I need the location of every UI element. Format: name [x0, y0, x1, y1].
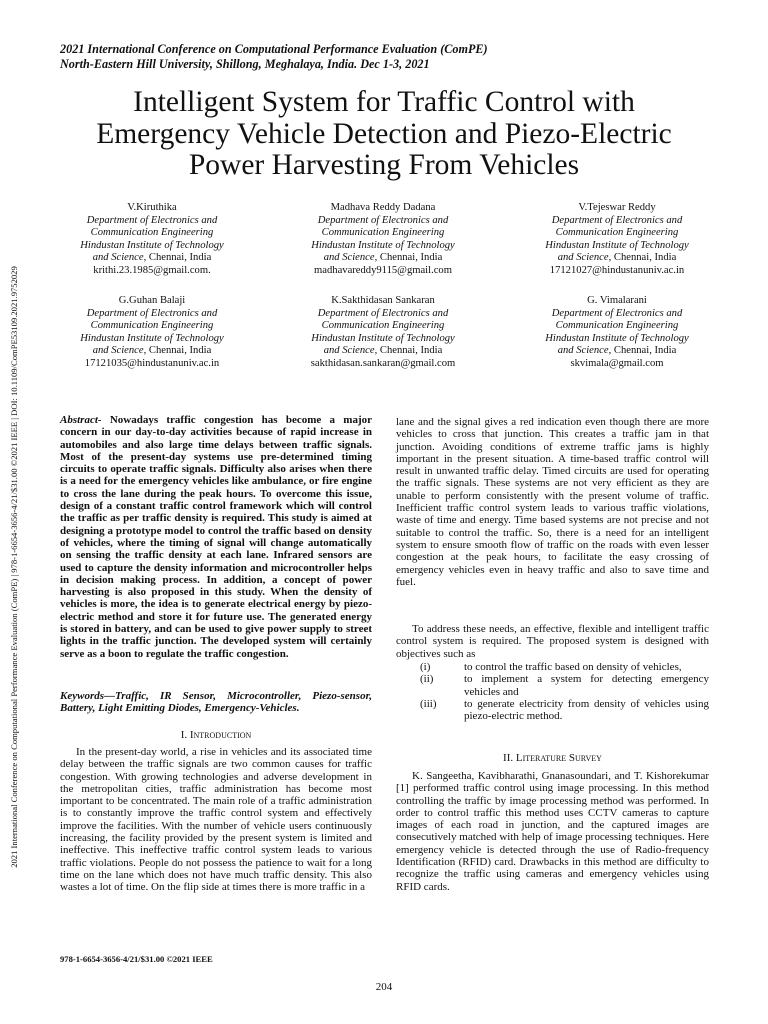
title-line-2: Emergency Vehicle Detection and Piezo-Electric: [96, 117, 672, 150]
author-affiliation: and Science,: [92, 345, 147, 357]
conference-header: [60, 42, 660, 72]
list-item: [396, 673, 709, 698]
author-location: [52, 252, 252, 265]
keywords: Keywords—Traffic, IR Sensor, Microcontroller, Piezo-sensor, Battery, Light Emitting Diodes, Emergency-Vehicles.: [60, 690, 372, 715]
author-city: Chennai, India: [377, 252, 443, 264]
author-affiliation: and Science,: [323, 345, 378, 357]
list-item: [396, 661, 709, 673]
list-item-text: to control the traffic based on density of vehicles,: [464, 661, 682, 673]
author-email: 17121035@hindustanuniv.ac.in: [84, 357, 220, 369]
author-city: Chennai, India: [146, 345, 212, 357]
author-affiliation: Communication Engineering: [90, 320, 214, 332]
author-affiliation: Department of Electronics and: [317, 214, 449, 226]
list-item: [396, 698, 709, 723]
author-affiliation: and Science,: [92, 252, 147, 264]
section-number: II.: [503, 752, 514, 764]
abstract: [60, 414, 372, 660]
author-email: 17121027@hindustanuniv.ac.in: [549, 264, 685, 276]
doi-sidebar-text: 2021 International Conference on Computational Performance Evaluation (ComPE) | 978-1-6654-3656-4/21/$31.00 ©2021 IEEE | DOI: 10.1109/ComPE53109.2021.9752029: [9, 266, 19, 868]
author-affiliation: Department of Electronics and: [551, 214, 683, 226]
author-location: [517, 252, 717, 265]
author-email: skvimala@gmail.com: [570, 357, 664, 369]
author-block-5: [283, 295, 483, 371]
right-column-paragraph-2: To address these needs, an effective, flexible and intelligent traffic control system is required. The proposed system is designed with objectives such as: [396, 623, 709, 660]
abstract-label: Abstract-: [60, 414, 102, 426]
section-number: I.: [180, 729, 188, 741]
objectives-list: [396, 661, 709, 722]
author-affiliation: Hindustan Institute of Technology: [545, 239, 689, 251]
author-name: V.Kiruthika: [127, 202, 177, 213]
author-affiliation: Communication Engineering: [90, 227, 214, 239]
author-name: G. Vimalarani: [587, 295, 647, 306]
author-location: [283, 345, 483, 358]
abstract-text: Nowadays traffic congestion has become a major concern in our day-to-day activities because of rapid increase in automobiles and also large time delays between traffic signals. Most of the present-day systems use pre-determined timing circuits to operate traffic signals. Difficulty also arises when there is a need for the emergency vehicles like ambulance, or fire engine to cross the lane during the peak hours. To overcome this issue, design of a constant traffic control framework which will control the traffic as per traffic density is required. This study is aimed at designing a prototype model to control the traffic based on density of vehicles, where the timing of signal will change automatically on sensing the traffic density at each lane. Infrared sensors are used to capture the density information and microcontroller helps in decision making process. In addition, a concept of power harvesting is also proposed in this study. When the density of vehicles is more, the idea is to generate electrical energy by piezo-electric method and store it for future use. The generated energy is stored in battery, and can be used to give power supply to street lights in the traffic junction. The developed system will certainly serve as a boon to regulate the traffic congestion.: [60, 414, 372, 660]
author-affiliation: Department of Electronics and: [551, 307, 683, 319]
list-item-number: (ii): [420, 673, 434, 686]
paper-title: [40, 87, 728, 182]
author-affiliation: Communication Engineering: [555, 320, 679, 332]
section-heading-literature-survey: [396, 752, 709, 764]
author-affiliation: Communication Engineering: [321, 227, 445, 239]
section-heading-introduction: [60, 729, 372, 741]
literature-survey-text: K. Sangeetha, Kavibharathi, Gnanasoundari, and T. Kishorekumar [1] performed traffic control using image processing. In this method controlling the traffic by image processing method was performed. In order to control traffic this method uses CCTV cameras to capture images of each road in junction, and the captured images are consecutively matched with help of image processing techniques. Here emergency vehicle is detected through the use of Radio-frequency Identification (RFID) card. Drawbacks in this method are difficulty to recognize the traffic using cameras and emergency vehicles using RFID cards.: [396, 770, 709, 893]
doi-sidebar: [4, 172, 24, 962]
author-city: Chennai, India: [146, 252, 212, 264]
author-city: Chennai, India: [611, 345, 677, 357]
page-number: 204: [375, 981, 393, 993]
author-affiliation: Department of Electronics and: [86, 307, 218, 319]
section-title: Literature Survey: [515, 752, 602, 764]
author-city: Chennai, India: [377, 345, 443, 357]
author-block-4: [52, 295, 252, 371]
conference-line-1: 2021 International Conference on Computational Performance Evaluation (ComPE): [60, 42, 488, 56]
author-name: K.Sakthidasan Sankaran: [331, 295, 435, 306]
author-email: krithi.23.1985@gmail.com.: [93, 264, 211, 276]
author-email: madhavareddy9115@gmail.com: [314, 264, 452, 276]
author-location: [283, 252, 483, 265]
author-block-6: [517, 295, 717, 371]
introduction-text: In the present-day world, a rise in vehicles and its associated time delay between the traffic signals are two common causes for traffic congestion. With growing technologies and adverse development in the metropolitan cities, traffic administration has become most important to be concentrated. The main role of a traffic administration is to constantly improve the traffic control system and effectively improve the facilities. With the number of vehicle users continuously increasing, the facility provided by the present system is limited and ineffective. This ineffective traffic control system leads to various traffic violations. People do not possess the patience to wait for a long time on the lane which does not have much traffic density. This also wastes a lot of time. On the flip side at times there is more traffic in a: [60, 746, 372, 894]
author-block-2: [283, 202, 483, 278]
author-affiliation: Hindustan Institute of Technology: [80, 332, 224, 344]
author-block-1: [52, 202, 252, 278]
author-email: sakthidasan.sankaran@gmail.com: [310, 357, 456, 369]
author-affiliation: Hindustan Institute of Technology: [311, 239, 455, 251]
author-affiliation: and Science,: [557, 252, 612, 264]
author-affiliation: Department of Electronics and: [86, 214, 218, 226]
list-item-text: to generate electricity from density of vehicles using piezo-electric method.: [464, 697, 709, 723]
author-affiliation: Hindustan Institute of Technology: [311, 332, 455, 344]
author-affiliation: Communication Engineering: [555, 227, 679, 239]
list-item-number: (iii): [420, 697, 437, 710]
right-column-paragraph-1: lane and the signal gives a red indication even though there are more vehicles to cross that junction. This creates a traffic jam in that junction. Avoiding conditions of extreme traffic jams is highly important in the present situation. A time-based traffic control will result in unwanted traffic delay. Timed circuits are used for operating the traffic signals. These systems are not very efficient as they are unable to perform consistently with the present volume of traffic. Inefficient traffic control system leads to various traffic violations, waste of time and energy. Time based systems are not precise and not suitable to control the traffic. So, there is a need for an intelligent system to ensure smooth flow of traffic on the roads with even lesser congestion at the peak hours, to facilitate the easy crossing of emergency vehicles even in heavy traffic and also to save time and fuel.: [396, 416, 709, 588]
section-title: Introduction: [189, 729, 252, 741]
author-name: G.Guhan Balaji: [118, 295, 186, 306]
author-affiliation: Communication Engineering: [321, 320, 445, 332]
author-block-3: [517, 202, 717, 278]
author-affiliation: Hindustan Institute of Technology: [545, 332, 689, 344]
conference-line-2: North-Eastern Hill University, Shillong, Meghalaya, India. Dec 1-3, 2021: [60, 57, 430, 71]
author-affiliation: Hindustan Institute of Technology: [80, 239, 224, 251]
author-affiliation: and Science,: [557, 345, 612, 357]
list-item-text: to implement a system for detecting emergency vehicles and: [464, 673, 709, 698]
author-city: Chennai, India: [611, 252, 677, 264]
footer-copyright: 978-1-6654-3656-4/21/$31.00 ©2021 IEEE: [60, 954, 213, 964]
author-location: [52, 345, 252, 358]
title-line-1: Intelligent System for Traffic Control with: [133, 86, 635, 118]
author-affiliation: and Science,: [323, 252, 378, 264]
author-name: Madhava Reddy Dadana: [330, 202, 436, 213]
author-name: V.Tejeswar Reddy: [578, 202, 656, 213]
author-location: [517, 345, 717, 358]
author-affiliation: Department of Electronics and: [317, 307, 449, 319]
list-item-number: (i): [420, 661, 431, 673]
title-line-3: Power Harvesting From Vehicles: [188, 149, 580, 181]
